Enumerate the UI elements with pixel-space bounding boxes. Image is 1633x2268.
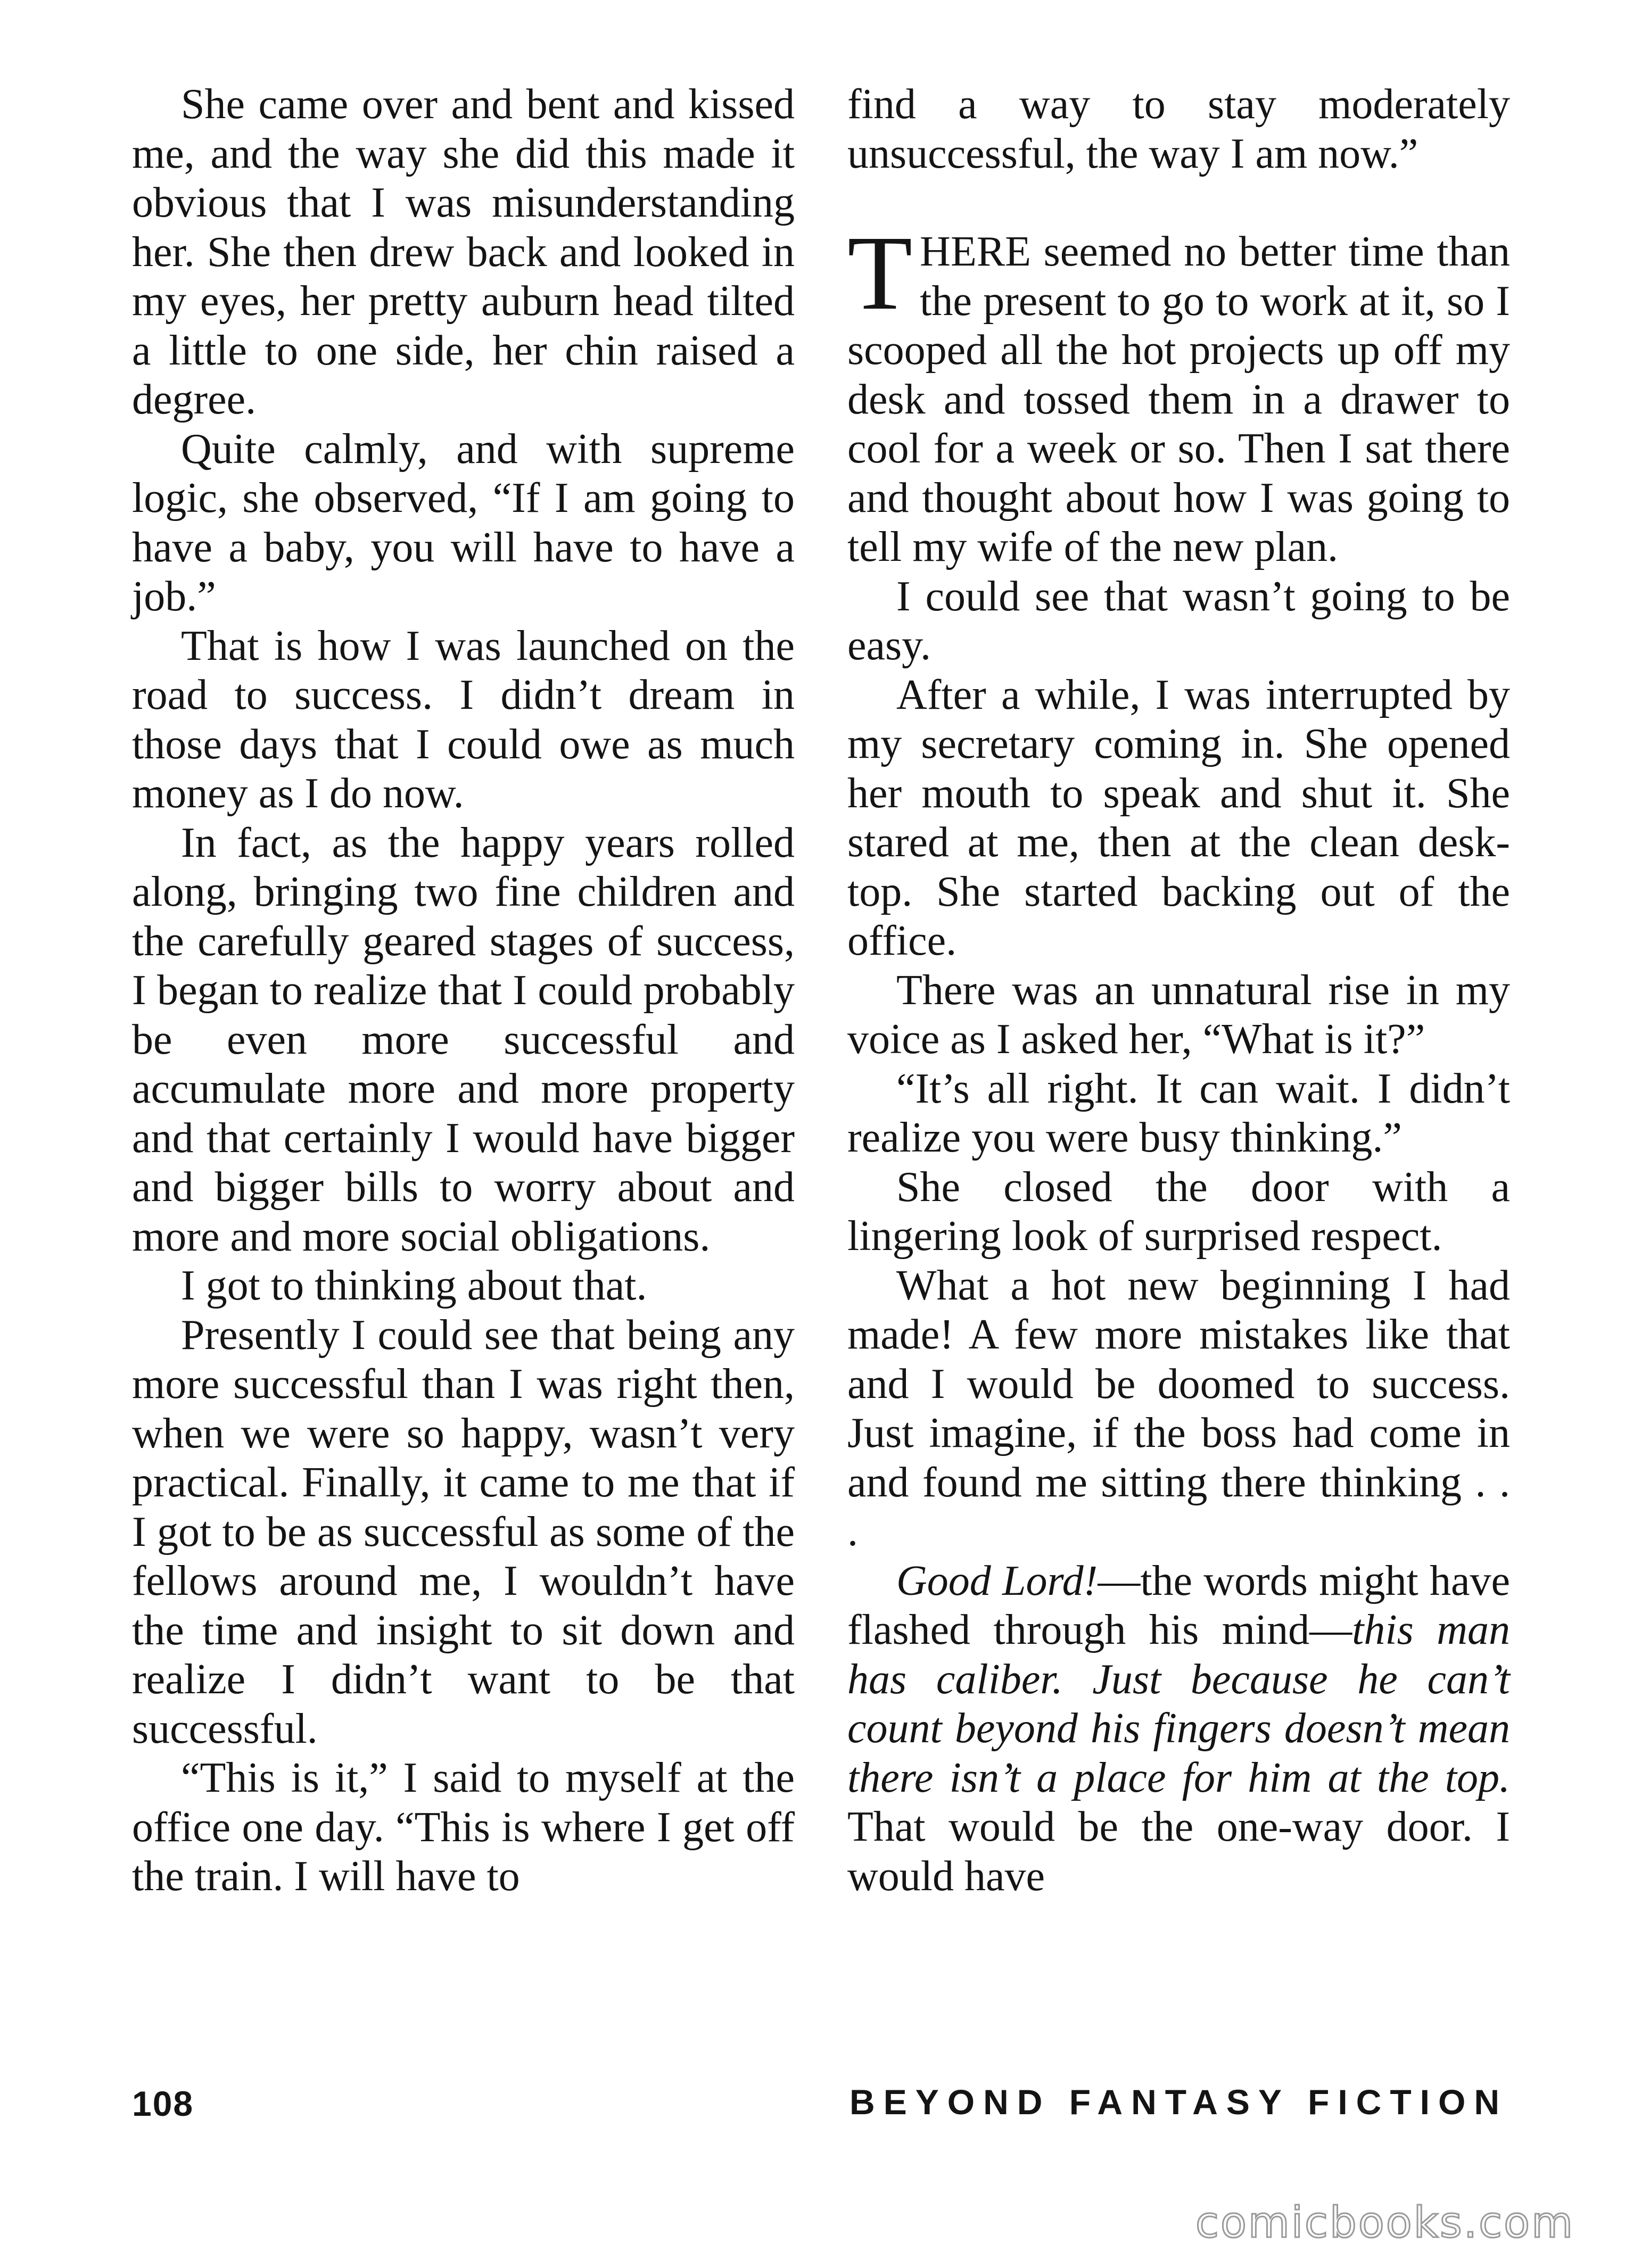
paragraph-text: —the words might have flashed through his mind— bbox=[847, 1557, 1510, 1653]
paragraph: She closed the door with a lingering look of surprised respect. bbox=[847, 1163, 1510, 1260]
paragraph-text: That would be the one-way door. I would have bbox=[847, 1803, 1510, 1900]
paragraph-text: seemed no better time than the present to go to work at it, so I scooped all the hot projects up off my desk and tossed them in a drawer to cool for a week or so. Then I sat there and thought about how I was going to tell my wife of the new plan. bbox=[847, 228, 1510, 570]
paragraph: Quite calmly, and with supreme logic, she observed, “If I am going to have a baby, you will have to have a job.” bbox=[132, 425, 795, 620]
paragraph: “It’s all right. It can wait. I didn’t realize you were busy thinking.” bbox=[847, 1065, 1510, 1161]
italic-text: this man has caliber. Just because he can’t count beyond his fingers doesn’t mean there isn’t a place for him at the top. bbox=[847, 1607, 1510, 1801]
watermark: comicbooks.com bbox=[1195, 2198, 1574, 2247]
section-start-paragraph bbox=[847, 214, 1510, 572]
paragraph-mixed-italic bbox=[847, 1557, 1510, 1901]
paragraph: That is how I was launched on the road to success. I didn’t dream in those days that I could owe as much money as I do now. bbox=[132, 622, 795, 817]
paragraph: After a while, I was interrupted by my secretary coming in. She opened her mouth to speak and shut it. She stared at me, then at the clean desk-top. She started backing out of the office. bbox=[847, 671, 1510, 964]
paragraph: “This is it,” I said to myself at the office one day. “This is where I get off the train. I will have to bbox=[132, 1754, 795, 1900]
left-text-column bbox=[132, 80, 795, 1901]
paragraph: I could see that wasn’t going to be easy. bbox=[847, 573, 1510, 669]
drop-cap: T bbox=[847, 214, 913, 332]
lead-in-caps: HERE bbox=[920, 228, 1032, 275]
paragraph: In fact, as the happy years rolled along, bringing two fine children and the carefully geared stages of success, I began to realize that I could probably be even more successful and accumulate more and more property and that certainly I would have bigger and bigger bills to worry about and more and more social obligations. bbox=[132, 819, 795, 1260]
italic-text: Good Lord! bbox=[896, 1557, 1098, 1604]
paragraph: There was an unnatural rise in my voice as I asked her, “What is it?” bbox=[847, 966, 1510, 1063]
paragraph-continued: find a way to stay moderately unsuccessful, the way I am now.” bbox=[847, 81, 1510, 177]
paragraph: She came over and bent and kissed me, and the way she did this made it obvious that I was misunderstanding her. She then drew back and looked in my eyes, her pretty auburn head tilted a little to one side, her chin raised a degree. bbox=[132, 81, 795, 423]
paragraph: Presently I could see that being any more successful than I was right then, when we were so happy, wasn’t very practical. Finally, it came to me that if I got to be as successful as some of the fellows around me, I wouldn’t have the time and insight to sit down and realize I didn’t want to be that successful. bbox=[132, 1311, 795, 1752]
paragraph: What a hot new beginning I had made! A few more mistakes like that and I would be doomed to success. Just imagine, if the boss had come in and found me sitting there thinking . . . bbox=[847, 1262, 1510, 1555]
page-number: 108 bbox=[132, 2084, 194, 2123]
right-text-column bbox=[847, 80, 1510, 1901]
paragraph: I got to thinking about that. bbox=[181, 1262, 647, 1309]
running-footer-title: BEYOND FANTASY FICTION bbox=[850, 2082, 1508, 2122]
